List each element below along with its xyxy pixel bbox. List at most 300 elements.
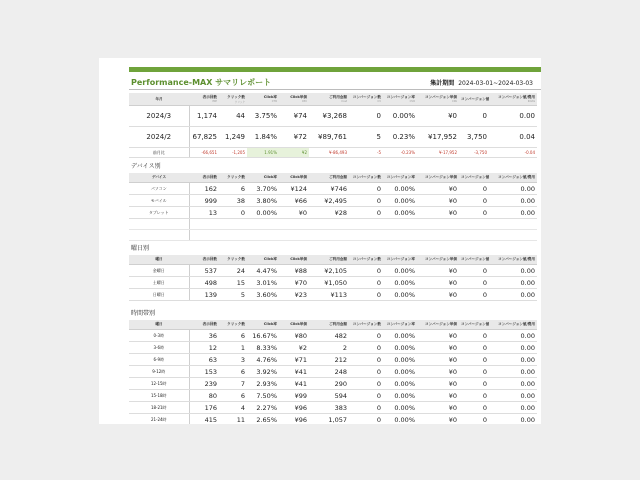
- hour-header-row: [129, 320, 537, 330]
- summary-row: [129, 106, 537, 127]
- table-cell: 0: [459, 207, 489, 219]
- hour-row: [129, 390, 537, 402]
- table-cell: ¥0: [279, 207, 309, 219]
- column-header-label: クリック数: [227, 94, 245, 99]
- table-cell: 1.84%: [247, 127, 279, 148]
- table-cell: 0.00: [489, 289, 537, 301]
- column-header: コンバージョン数: [349, 173, 383, 183]
- table-cell: 0: [459, 366, 489, 378]
- table-cell: 0: [459, 106, 489, 127]
- column-header-sub: CTR: [271, 100, 277, 103]
- table-cell: 6: [219, 366, 247, 378]
- table-cell: ¥124: [279, 183, 309, 195]
- table-cell: ¥0: [417, 402, 459, 414]
- table-cell: 0.00: [489, 354, 537, 366]
- table-cell: 0: [349, 183, 383, 195]
- table-cell: 0: [349, 207, 383, 219]
- table-cell: 162: [189, 183, 219, 195]
- table-cell: 13: [189, 207, 219, 219]
- table-cell: 0: [349, 354, 383, 366]
- empty-cell: [129, 219, 189, 230]
- column-header: Click率: [247, 320, 279, 330]
- table-cell: タブレット: [129, 207, 189, 219]
- table-cell: 6-9時: [129, 354, 189, 366]
- empty-cell: [309, 230, 349, 241]
- table-cell: 0: [459, 195, 489, 207]
- table-cell: 土曜日: [129, 277, 189, 289]
- weekday-row: [129, 289, 537, 301]
- table-cell: 594: [309, 390, 349, 402]
- table-cell: ¥0: [417, 289, 459, 301]
- column-header: コンバージョン単価: [417, 255, 459, 265]
- device-empty-row: [129, 219, 537, 230]
- table-cell: 0.00: [489, 342, 537, 354]
- column-header: [459, 93, 489, 106]
- diff-cell: ¥2: [279, 148, 309, 158]
- table-cell: 0.00: [489, 414, 537, 425]
- weekday-header-row: [129, 255, 537, 265]
- hour-row: [129, 378, 537, 390]
- weekday-row: [129, 265, 537, 277]
- column-header: Click単価: [279, 320, 309, 330]
- empty-cell: [309, 219, 349, 230]
- table-cell: 3.60%: [247, 289, 279, 301]
- table-cell: ¥89,761: [309, 127, 349, 148]
- table-cell: 0: [349, 390, 383, 402]
- table-cell: 0.00: [489, 390, 537, 402]
- table-cell: 4.76%: [247, 354, 279, 366]
- table-cell: 0.00%: [383, 330, 417, 342]
- table-cell: 3.01%: [247, 277, 279, 289]
- table-cell: 0: [349, 378, 383, 390]
- column-header: コンバージョン率: [383, 173, 417, 183]
- device-section-title: デバイス別: [131, 163, 161, 170]
- column-header: コンバージョン値: [459, 320, 489, 330]
- column-header: コンバージョン値/費用: [489, 320, 537, 330]
- empty-cell: [279, 219, 309, 230]
- table-cell: 383: [309, 402, 349, 414]
- report-sheet: [99, 58, 541, 424]
- table-cell: 139: [189, 289, 219, 301]
- column-header: 曜日: [129, 320, 189, 330]
- table-cell: 3.75%: [247, 106, 279, 127]
- table-cell: 0: [459, 402, 489, 414]
- weekday-row: [129, 277, 537, 289]
- table-cell: ¥0: [417, 195, 459, 207]
- column-header: ご利用金額: [309, 255, 349, 265]
- table-cell: 1,249: [219, 127, 247, 148]
- table-cell: ¥113: [309, 289, 349, 301]
- table-cell: ¥66: [279, 195, 309, 207]
- table-cell: 38: [219, 195, 247, 207]
- table-cell: 0: [219, 207, 247, 219]
- empty-cell: [247, 230, 279, 241]
- table-cell: ¥41: [279, 378, 309, 390]
- table-cell: 0: [459, 289, 489, 301]
- device-row: [129, 207, 537, 219]
- column-header-sub: CPC: [301, 100, 307, 103]
- table-cell: 8.33%: [247, 342, 279, 354]
- report-title: Performance-MAX サマリレポート: [131, 78, 272, 87]
- summary-diff-row: [129, 148, 537, 158]
- empty-cell: [189, 219, 219, 230]
- table-cell: ¥96: [279, 414, 309, 425]
- table-cell: 0: [349, 195, 383, 207]
- column-header-label: ご利用金額: [329, 95, 347, 99]
- table-cell: 0: [459, 277, 489, 289]
- table-cell: ¥0: [417, 207, 459, 219]
- empty-cell: [417, 230, 459, 241]
- column-header: コンバージョン数: [349, 255, 383, 265]
- report-period: [430, 78, 533, 87]
- summary-header-row: [129, 93, 537, 106]
- table-cell: ¥71: [279, 354, 309, 366]
- device-row: [129, 195, 537, 207]
- column-header: 表示回数: [189, 255, 219, 265]
- table-cell: ¥0: [417, 354, 459, 366]
- table-cell: 5: [219, 289, 247, 301]
- column-header: ご利用金額: [309, 173, 349, 183]
- table-cell: 0: [459, 265, 489, 277]
- column-header: コンバージョン単価: [417, 173, 459, 183]
- table-cell: 3,750: [459, 127, 489, 148]
- table-cell: 0.00: [489, 106, 537, 127]
- column-header: [417, 93, 459, 106]
- table-cell: 0: [349, 277, 383, 289]
- empty-cell: [489, 230, 537, 241]
- table-cell: 7: [219, 378, 247, 390]
- column-header: Click単価: [279, 173, 309, 183]
- table-cell: ¥2: [279, 342, 309, 354]
- table-cell: 0.00: [489, 366, 537, 378]
- period-value: 2024-03-01~2024-03-03: [458, 80, 533, 87]
- hour-row: [129, 342, 537, 354]
- table-cell: 290: [309, 378, 349, 390]
- table-cell: 12: [189, 342, 219, 354]
- table-cell: 7.50%: [247, 390, 279, 402]
- table-cell: 999: [189, 195, 219, 207]
- column-header: コンバージョン率: [383, 255, 417, 265]
- column-header-label: コンバージョン値: [461, 96, 489, 101]
- table-cell: 6: [219, 183, 247, 195]
- table-cell: ¥70: [279, 277, 309, 289]
- diff-cell: -5: [349, 148, 383, 158]
- diff-cell: -1,205: [219, 148, 247, 158]
- table-cell: ¥0: [417, 265, 459, 277]
- table-cell: 0.00%: [383, 207, 417, 219]
- hour-row: [129, 414, 537, 425]
- device-table: [129, 173, 537, 241]
- table-cell: 0.00%: [383, 289, 417, 301]
- table-cell: 176: [189, 402, 219, 414]
- period-label: 集計期間: [430, 80, 455, 87]
- table-cell: 0: [349, 265, 383, 277]
- table-cell: 18-21時: [129, 402, 189, 414]
- table-cell: 金曜日: [129, 265, 189, 277]
- table-cell: 6: [219, 390, 247, 402]
- table-cell: 415: [189, 414, 219, 425]
- table-cell: 0.23%: [383, 127, 417, 148]
- column-header: Click率: [247, 173, 279, 183]
- column-header: [247, 93, 279, 106]
- table-cell: 212: [309, 354, 349, 366]
- table-cell: 1,057: [309, 414, 349, 425]
- table-cell: ¥96: [279, 402, 309, 414]
- table-cell: ¥2,105: [309, 265, 349, 277]
- column-header: クリック数: [219, 320, 247, 330]
- table-cell: 2.93%: [247, 378, 279, 390]
- column-header: [383, 93, 417, 106]
- header-accent-bar: [129, 67, 541, 72]
- column-header-label: コンバージョン率: [386, 95, 415, 99]
- table-cell: 2.65%: [247, 414, 279, 425]
- table-cell: 36: [189, 330, 219, 342]
- column-header-label: コンバージョン数: [352, 95, 381, 99]
- hour-table: [129, 320, 537, 424]
- diff-cell: -0.04: [489, 148, 537, 158]
- table-cell: ¥23: [279, 289, 309, 301]
- table-cell: 0.00: [489, 265, 537, 277]
- table-cell: ¥80: [279, 330, 309, 342]
- table-cell: 日曜日: [129, 289, 189, 301]
- table-cell: 0.00%: [383, 277, 417, 289]
- table-cell: 9-12時: [129, 366, 189, 378]
- table-cell: ¥72: [279, 127, 309, 148]
- title-divider: [129, 89, 541, 90]
- table-cell: 1: [219, 342, 247, 354]
- empty-cell: [189, 230, 219, 241]
- table-cell: 248: [309, 366, 349, 378]
- table-cell: ¥746: [309, 183, 349, 195]
- table-cell: 3.80%: [247, 195, 279, 207]
- table-cell: 0.00%: [383, 183, 417, 195]
- table-cell: 12-15時: [129, 378, 189, 390]
- column-header: コンバージョン値/費用: [489, 255, 537, 265]
- table-cell: 0: [349, 289, 383, 301]
- table-cell: 0.00: [489, 277, 537, 289]
- empty-cell: [417, 219, 459, 230]
- empty-cell: [349, 219, 383, 230]
- table-cell: 0.00: [489, 402, 537, 414]
- table-cell: 0: [349, 330, 383, 342]
- weekday-section-title: 曜日別: [131, 245, 150, 252]
- hour-row: [129, 366, 537, 378]
- column-header-label: コンバージョン単価: [425, 95, 457, 99]
- table-cell: 2: [309, 342, 349, 354]
- column-header: [279, 93, 309, 106]
- table-cell: 0.00%: [383, 414, 417, 425]
- summary-table: [129, 93, 537, 158]
- table-cell: 3-6時: [129, 342, 189, 354]
- table-cell: 0.00%: [247, 207, 279, 219]
- column-header: 曜日: [129, 255, 189, 265]
- column-header-sub: ROAS: [527, 100, 535, 103]
- table-cell: 0.00%: [383, 195, 417, 207]
- table-cell: 5: [349, 127, 383, 148]
- weekday-table: [129, 255, 537, 301]
- column-header: [489, 93, 537, 106]
- diff-cell: -66,651: [189, 148, 219, 158]
- table-cell: ¥0: [417, 342, 459, 354]
- table-cell: 2024/2: [129, 127, 189, 148]
- table-cell: 0.00: [489, 207, 537, 219]
- table-cell: 67,825: [189, 127, 219, 148]
- table-cell: 0: [459, 330, 489, 342]
- table-cell: 0.00%: [383, 402, 417, 414]
- table-cell: ¥88: [279, 265, 309, 277]
- table-cell: 0.00%: [383, 366, 417, 378]
- diff-cell: -3,750: [459, 148, 489, 158]
- table-cell: 2024/3: [129, 106, 189, 127]
- table-cell: 0.00%: [383, 342, 417, 354]
- diff-cell: -0.23%: [383, 148, 417, 158]
- table-cell: ¥41: [279, 366, 309, 378]
- column-header: コンバージョン値: [459, 173, 489, 183]
- column-header: Click単価: [279, 255, 309, 265]
- table-cell: 0: [349, 342, 383, 354]
- table-cell: 0: [349, 402, 383, 414]
- table-cell: 0.00%: [383, 378, 417, 390]
- column-header-label: コンバージョン値/費用: [498, 95, 535, 99]
- diff-cell: 前月比: [129, 148, 189, 158]
- table-cell: 15: [219, 277, 247, 289]
- table-cell: 0: [459, 390, 489, 402]
- column-header-label: 年月: [155, 96, 163, 101]
- table-cell: 2.27%: [247, 402, 279, 414]
- column-header-sub: CPA: [452, 100, 457, 103]
- table-cell: 4.47%: [247, 265, 279, 277]
- table-cell: 0.00%: [383, 106, 417, 127]
- empty-cell: [459, 230, 489, 241]
- table-cell: 0.00: [489, 195, 537, 207]
- table-cell: ¥0: [417, 378, 459, 390]
- table-cell: 0: [459, 378, 489, 390]
- diff-cell: ¥-86,493: [309, 148, 349, 158]
- hour-section-title: 時間帯別: [131, 310, 156, 317]
- column-header: [309, 93, 349, 106]
- empty-cell: [349, 230, 383, 241]
- diff-cell: 1.91%: [247, 148, 279, 158]
- table-cell: 0: [459, 183, 489, 195]
- hour-row: [129, 354, 537, 366]
- column-header: コンバージョン率: [383, 320, 417, 330]
- table-cell: ¥0: [417, 366, 459, 378]
- column-header: コンバージョン値/費用: [489, 173, 537, 183]
- table-cell: 3: [219, 354, 247, 366]
- table-cell: 63: [189, 354, 219, 366]
- column-header: [129, 93, 189, 106]
- table-cell: 0.00%: [383, 354, 417, 366]
- table-cell: 3.92%: [247, 366, 279, 378]
- table-cell: パソコン: [129, 183, 189, 195]
- table-cell: ¥2,495: [309, 195, 349, 207]
- empty-cell: [459, 219, 489, 230]
- table-cell: ¥74: [279, 106, 309, 127]
- column-header: コンバージョン単価: [417, 320, 459, 330]
- hour-row: [129, 402, 537, 414]
- table-cell: 0.00: [489, 330, 537, 342]
- column-header: [219, 93, 247, 106]
- table-cell: ¥1,050: [309, 277, 349, 289]
- column-header: コンバージョン値: [459, 255, 489, 265]
- table-cell: モバイル: [129, 195, 189, 207]
- column-header-sub: IMP: [212, 100, 217, 103]
- empty-cell: [219, 219, 247, 230]
- empty-cell: [129, 230, 189, 241]
- device-row: [129, 183, 537, 195]
- table-cell: 0.00%: [383, 265, 417, 277]
- table-cell: 0: [459, 342, 489, 354]
- empty-cell: [279, 230, 309, 241]
- column-header-sub: CV: [377, 100, 381, 103]
- column-header: Click率: [247, 255, 279, 265]
- column-header: コンバージョン数: [349, 320, 383, 330]
- table-cell: 0.04: [489, 127, 537, 148]
- table-cell: ¥28: [309, 207, 349, 219]
- column-header: デバイス: [129, 173, 189, 183]
- device-header-row: [129, 173, 537, 183]
- empty-cell: [489, 219, 537, 230]
- column-header: クリック数: [219, 173, 247, 183]
- column-header: クリック数: [219, 255, 247, 265]
- column-header: ご利用金額: [309, 320, 349, 330]
- empty-cell: [219, 230, 247, 241]
- table-cell: 0: [349, 414, 383, 425]
- table-cell: 153: [189, 366, 219, 378]
- device-empty-row: [129, 230, 537, 241]
- table-cell: ¥0: [417, 330, 459, 342]
- table-cell: 4: [219, 402, 247, 414]
- table-cell: 15-18時: [129, 390, 189, 402]
- table-cell: ¥99: [279, 390, 309, 402]
- table-cell: ¥17,952: [417, 127, 459, 148]
- table-cell: 0: [459, 354, 489, 366]
- table-cell: 0.00: [489, 378, 537, 390]
- column-header-label: 表示回数: [202, 95, 217, 99]
- table-cell: ¥0: [417, 183, 459, 195]
- empty-cell: [247, 219, 279, 230]
- column-header-sub: Cost: [341, 100, 347, 103]
- table-cell: ¥0: [417, 277, 459, 289]
- table-cell: 24: [219, 265, 247, 277]
- table-cell: 498: [189, 277, 219, 289]
- summary-row: [129, 127, 537, 148]
- table-cell: 0: [349, 106, 383, 127]
- table-cell: 44: [219, 106, 247, 127]
- column-header: [349, 93, 383, 106]
- table-cell: ¥0: [417, 106, 459, 127]
- table-cell: 16.67%: [247, 330, 279, 342]
- column-header: 表示回数: [189, 173, 219, 183]
- table-cell: 0: [349, 366, 383, 378]
- table-cell: 239: [189, 378, 219, 390]
- column-header-sub: CVR: [409, 100, 415, 103]
- column-header: 表示回数: [189, 320, 219, 330]
- empty-cell: [383, 219, 417, 230]
- diff-cell: ¥-17,952: [417, 148, 459, 158]
- hour-row: [129, 330, 537, 342]
- table-cell: 1,174: [189, 106, 219, 127]
- table-cell: 21-24時: [129, 414, 189, 425]
- column-header-label: Click率: [263, 95, 277, 99]
- column-header-label: Click単価: [290, 95, 307, 99]
- table-cell: ¥0: [417, 414, 459, 425]
- empty-cell: [383, 230, 417, 241]
- table-cell: 0: [459, 414, 489, 425]
- column-header: [189, 93, 219, 106]
- table-cell: 537: [189, 265, 219, 277]
- table-cell: ¥3,268: [309, 106, 349, 127]
